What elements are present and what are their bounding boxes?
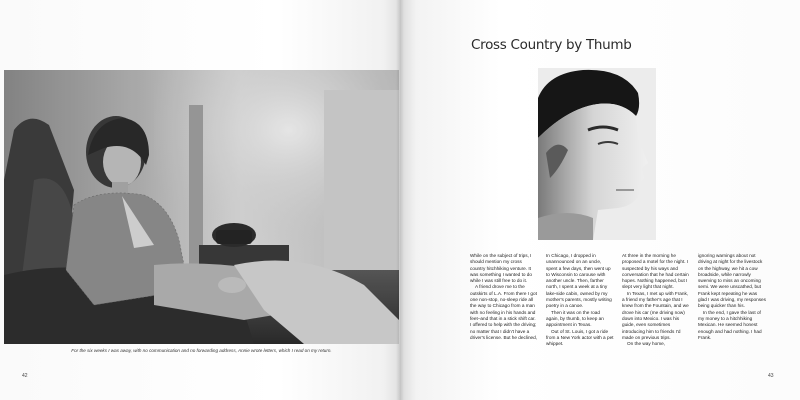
text-column-1 [470,253,538,371]
chapter-title: Cross Country by Thumb [471,37,632,53]
paragraph: ignoring warnings about not driving at night for the livestock on the highway, we hit a cow broadside, while narrowly swerving to miss an oncoming semi. We were unscathed, but Frank kept repeating he was glad I was driving, my responses being quicker than his. [698,253,766,309]
paragraph: In Chicago, I dropped in unannounced on an uncle, spent a few days, then went up to Wisconsin to carouse with another uncle. Then, farther north, I spent a week at a tiny lake-side cabin, owned by my mother's parents, mostly writing poetry in a canoe. [546,253,612,309]
woman-seated-illustration [4,70,399,344]
text-column-3 [622,253,690,371]
text-column-4 [698,253,766,371]
book-gutter [396,0,404,400]
paragraph: On the way home, [627,341,666,347]
article-body [470,253,767,371]
young-man-profile-illustration [538,68,656,240]
young-man-profile-photo [538,68,656,240]
text-column-2 [546,253,614,371]
paragraph: In Texas, I met up with Frank, a friend my father's age that I knew from the Fountain, and we drove his car (me driving now) down into Mexico. I was his guide, even sometimes introducing him to friends I'd made on previous trips. [622,290,689,340]
page-number-right: 43 [768,373,774,379]
woman-seated-photo [4,70,399,344]
paragraph: While on the subject of trips, I should mention my cross country hitchhiking venture. It was something I wanted to do while I was still free to do it. [470,253,533,284]
paragraph: In the end, I gave the last of my money to a hitchhiking Mexican. He seemed honest enough and had nothing. I had Frank. [698,309,762,340]
page-number-left: 42 [22,373,28,379]
paragraph: Then it was on the road again, by thumb, to keep an appointment in Texas. [546,309,604,328]
paragraph: Out of St. Louis, I got a ride from a New York actor with a pet whippet. [546,328,614,347]
photo-caption: For the six weeks I was away, with no communication and no forwarding address, Annie wrote letters, which I read on my return. [71,348,332,353]
paragraph: At three in the morning he proposed a motel for the night. I suspected by his ways and conversation that he had certain hopes. Nothing happened, but I slept very light that night. [622,253,689,290]
paragraph: A friend drove me to the outskirts of L.A. From there I got one non-stop, no-sleep ride all the way to Chicago from a man with no feeling in his hands and feet–and that in a stick shift car. I offered to help with the driving; no matter that I didn't have a driver's license. But he declined, [470,284,538,340]
